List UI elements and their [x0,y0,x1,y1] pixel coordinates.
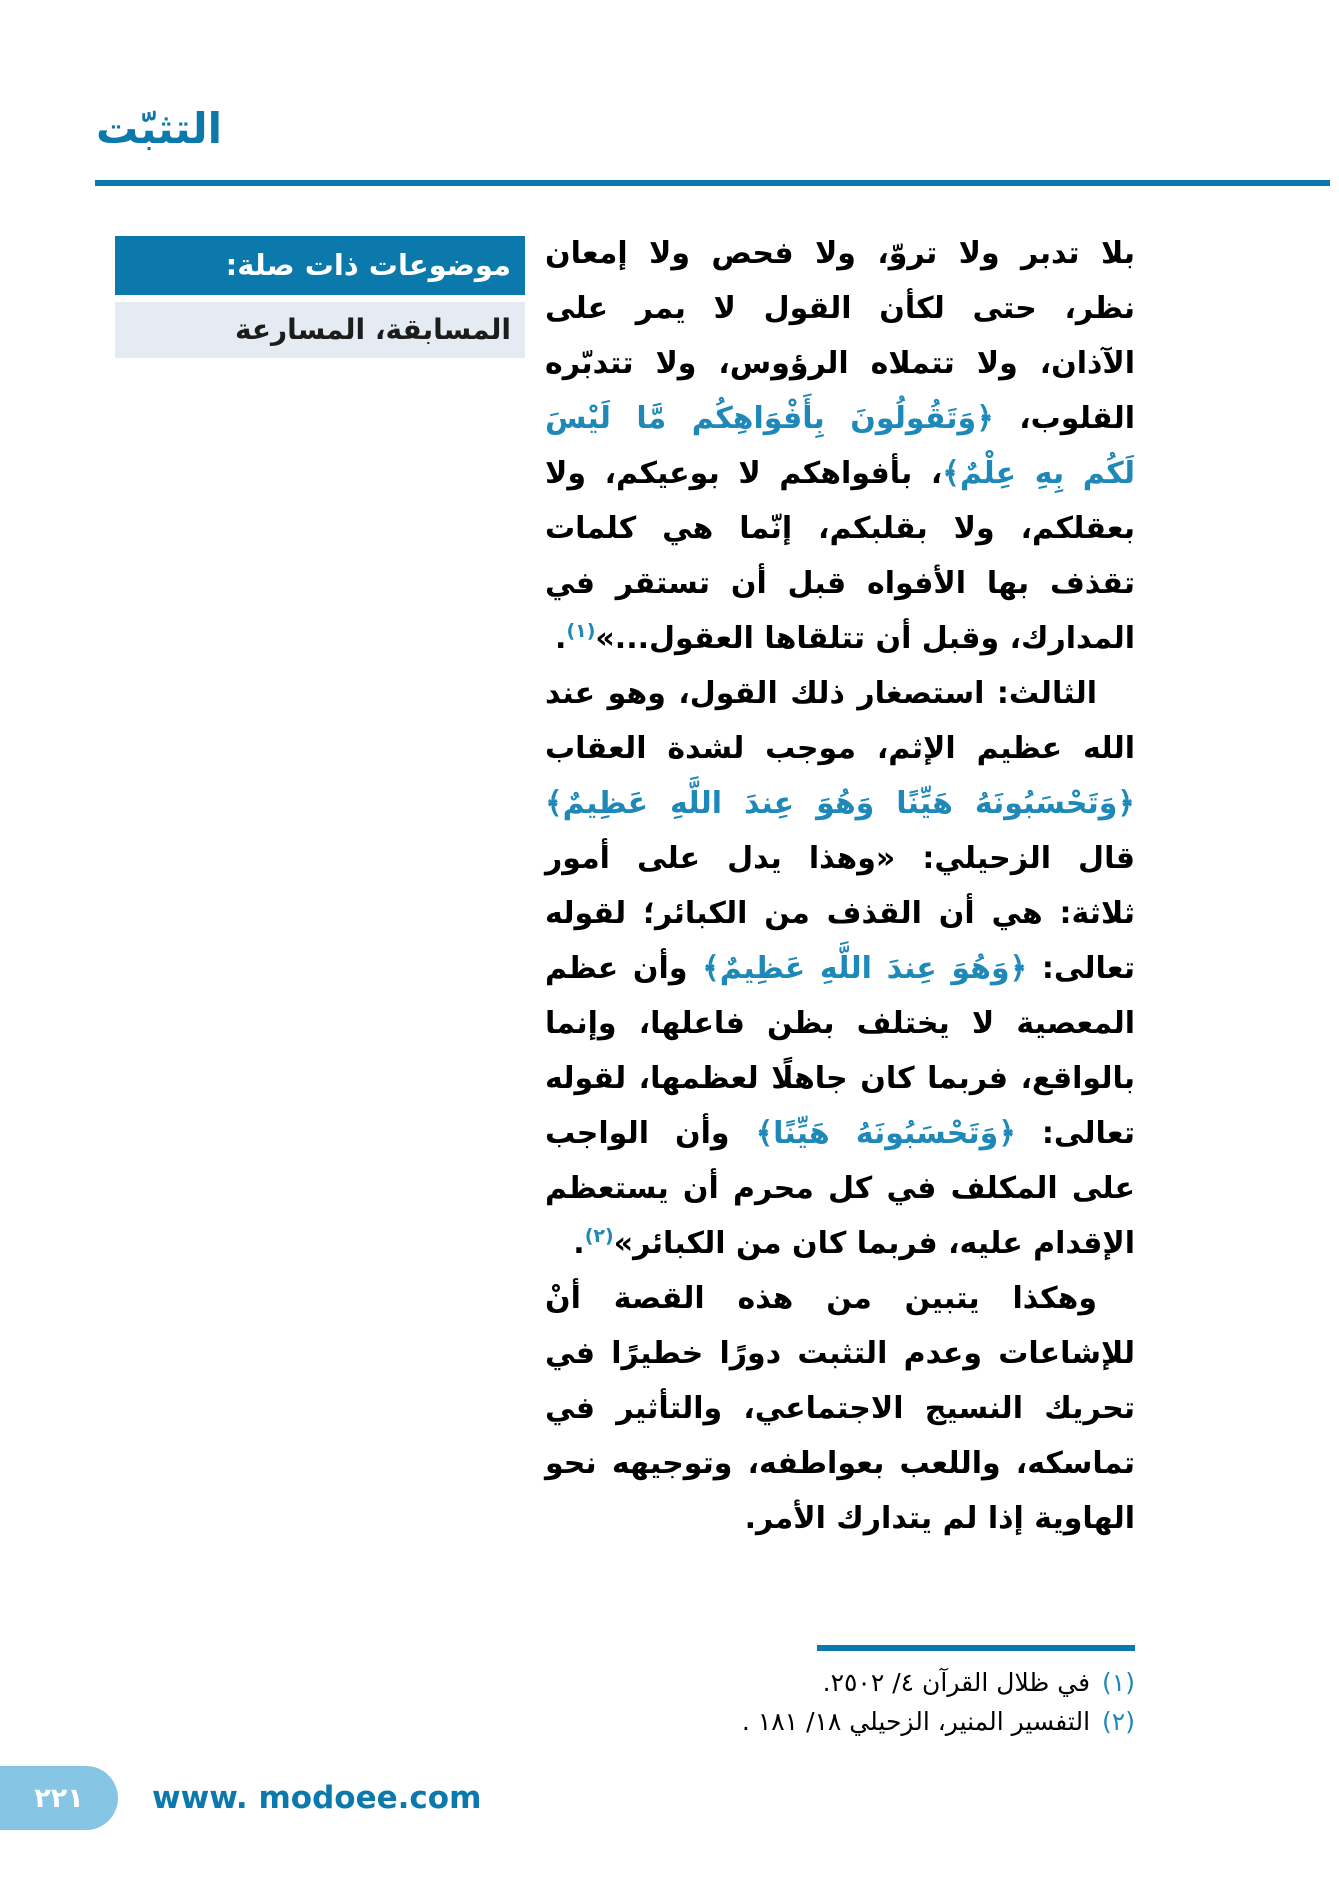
related-topic-item: المسابقة، المسارعة [115,302,525,358]
quran-verse: ﴿وَتَحْسَبُونَهُ هَيِّنًا وَهُوَ عِندَ اللَّهِ عَظِيمٌ﴾ [545,786,1135,821]
website-link[interactable]: www. modoee.com [152,1780,482,1816]
body-text-run: قال الزحيلي: «وهذا يدل على أمور ثلاثة: هي أن القذف من الكبائر؛ لقوله تعالى: [545,841,1135,986]
body-text-run: وأن الواجب على المكلف في كل محرم أن يستعظم الإقدام عليه، فربما كان من الكبائر» [545,1116,1135,1261]
body-text-run: وهكذا يتبين من هذه القصة أنْ للإشاعات وعدم التثبت دورًا خطيرًا في تحريك النسيج الاجتماعي، والتأثير في تماسكه، واللعب بعواطفه، وتوجيهه نحو الهاوية إذا لم يتدارك الأمر. [545,1281,1135,1536]
body-paragraph [545,666,1135,1271]
body-text-run: بلا تدبر ولا تروّ، ولا فحص ولا إمعان نظر، حتى لكأن القول لا يمر على الآذان، ولا تتملاه الرؤوس، ولا تتدبّره القلوب، [545,236,1135,436]
related-topics-list [115,302,525,358]
body-paragraph [545,226,1135,666]
footnote-ref: (٢) [584,1225,614,1247]
footnote-line [690,1702,1135,1741]
footnote-list [690,1663,1135,1741]
footnote-separator [817,1645,1135,1651]
footnote-text: التفسير المنير، الزحيلي ١٨/ ١٨١ . [741,1707,1091,1736]
related-topics-header: موضوعات ذات صلة: [115,236,525,295]
body-text-run: . [555,621,567,656]
page-title: التثبّت [96,104,223,153]
quran-verse: ﴿وَتَقُولُونَ بِأَفْوَاهِكُم مَّا لَيْسَ لَكُم بِهِ عِلْمٌ﴾ [545,401,1135,491]
body-text-run: استصغار ذلك القول، وهو عند الله عظيم الإثم، موجب لشدة العقاب [545,676,1135,766]
related-topics-box [115,236,525,358]
quran-verse: ﴿وَتَحْسَبُونَهُ هَيِّنًا﴾ [755,1116,1016,1151]
footnote-ref: (١) [566,620,596,642]
footnote-line [690,1663,1135,1702]
footnote-text: في ظلال القرآن ٤/ ٢٥٠٢. [822,1668,1091,1697]
body-text-run: . [573,1226,585,1261]
page-number-badge: ٢٢١ [0,1766,118,1830]
body-text-run: ، بأفواهكم لا بوعيكم، ولا بعقلكم، ولا بقلبكم، إنّما هي كلمات تقذف بها الأفواه قبل أن تستقر في المدارك، وقبل أن تتلقاها العقول...» [545,456,1135,656]
footnote-marker: (٢) [1102,1707,1135,1736]
footnotes-section [690,1645,1135,1741]
body-text-run: وأن عظم المعصية لا يختلف بظن فاعلها، وإنما بالواقع، فربما كان جاهلًا لعظمها، لقوله تعالى: [545,951,1135,1151]
body-text-column [545,226,1135,1546]
paragraph-lead-word: الثالث: [996,676,1097,711]
body-paragraph [545,1271,1135,1546]
title-rule [95,180,1330,186]
quran-verse: ﴿وَهُوَ عِندَ اللَّهِ عَظِيمٌ﴾ [702,951,1028,986]
footnote-marker: (١) [1102,1668,1135,1697]
